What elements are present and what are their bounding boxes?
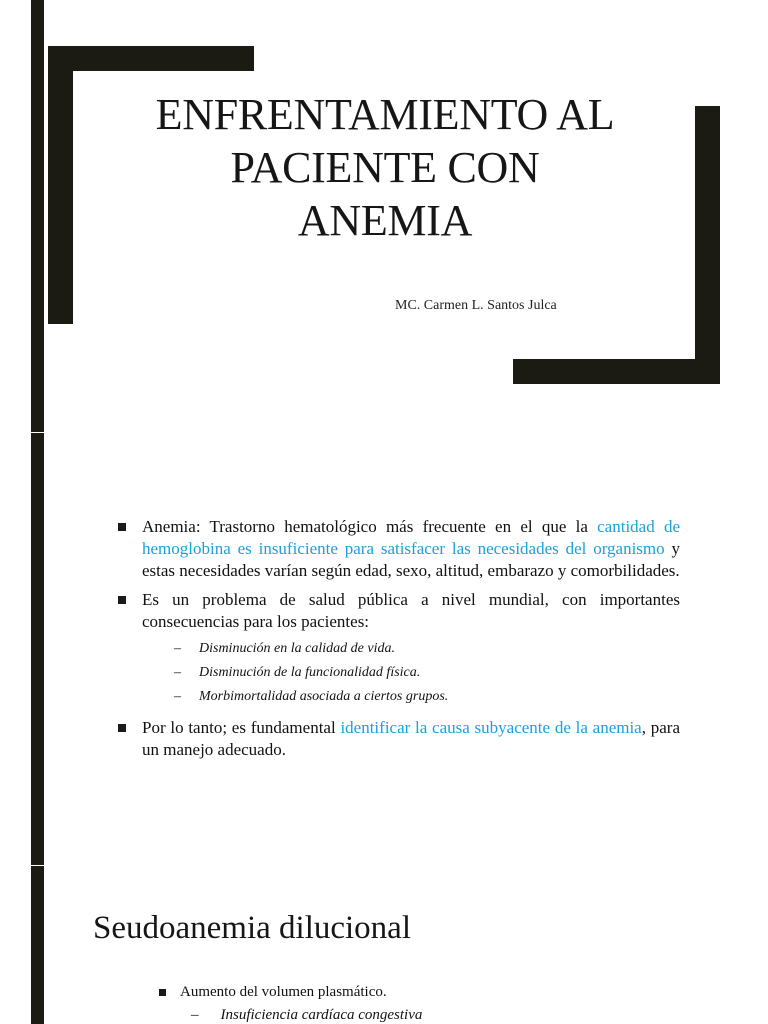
- bullet-text: Aumento del volumen plasmático.: [180, 984, 387, 1000]
- title-slide: [0, 0, 768, 432]
- bullet-text: Es un problema de salud pública a nivel mundial, con importantes consecuencias para los pacientes:: [142, 590, 680, 631]
- slide-content: [118, 516, 680, 768]
- left-accent-bar: [31, 433, 44, 865]
- sub-item: – Morbimortalidad asociada a ciertos grupos.: [142, 685, 680, 709]
- bullet-text: y estas necesidades varían según edad, sexo, altitud, embarazo y comorbilidades.: [142, 539, 680, 580]
- bullet-item: [118, 717, 680, 761]
- seudoanemia-slide: [0, 866, 768, 1024]
- sub-item-text: Insuficiencia cardíaca congestiva: [220, 1007, 423, 1023]
- frame-bottom-right-horizontal: [513, 359, 720, 384]
- left-accent-bar: [31, 0, 44, 432]
- bullet-item: [118, 589, 680, 709]
- sub-item: – Disminución en la calidad de vida.: [142, 637, 680, 661]
- left-accent-bar: [31, 866, 44, 1024]
- bullet-text: , para un manejo adecuado.: [142, 718, 680, 759]
- slide-heading: Seudoanemia dilucional: [93, 910, 411, 946]
- bullet-text: Anemia: Trastorno hematológico más frecuente en el que la: [142, 517, 598, 536]
- frame-top-left-horizontal: [48, 46, 254, 71]
- highlight-text: cantidad de hemoglobina es insuficiente para satisfacer las necesidades del organismo: [142, 517, 680, 558]
- dash-icon: –: [174, 641, 181, 656]
- dash-icon: –: [174, 665, 181, 680]
- bullet-item: [159, 984, 387, 1001]
- title-line-3: ANEMIA: [297, 196, 473, 245]
- slide-title: [100, 88, 670, 247]
- sub-item: [191, 1007, 422, 1024]
- author-name: MC. Carmen L. Santos Julca: [395, 298, 557, 313]
- square-bullet-icon: [159, 989, 166, 996]
- frame-bottom-right-vertical: [695, 106, 720, 384]
- title-line-2: PACIENTE CON: [230, 143, 540, 192]
- square-bullet-icon: [118, 523, 126, 531]
- square-bullet-icon: [118, 724, 126, 732]
- title-line-1: ENFRENTAMIENTO AL: [155, 90, 615, 139]
- definition-slide: [0, 433, 768, 865]
- sub-item: – Disminución de la funcionalidad física.: [142, 661, 680, 685]
- highlight-text: identificar la causa subyacente de la anemia: [340, 718, 642, 737]
- frame-top-left-vertical: [48, 46, 73, 324]
- bullet-text: Por lo tanto; es fundamental: [142, 718, 341, 737]
- square-bullet-icon: [118, 596, 126, 604]
- dash-icon: –: [191, 1007, 199, 1023]
- dash-icon: –: [174, 689, 181, 704]
- sub-list: [142, 637, 680, 709]
- bullet-item: [118, 516, 680, 582]
